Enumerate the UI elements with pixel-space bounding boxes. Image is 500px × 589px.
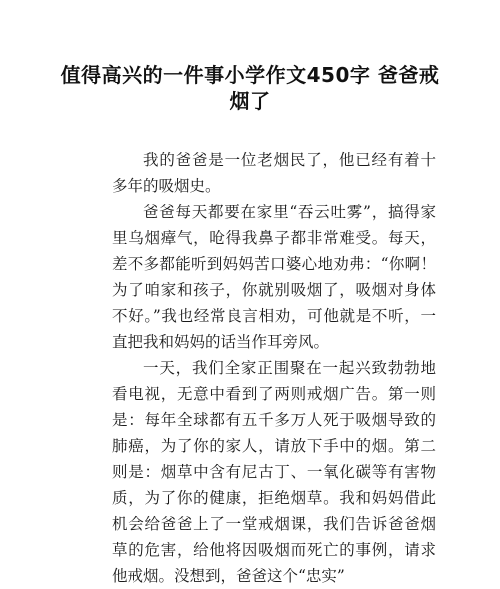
document-title: 值得高兴的一件事小学作文450字 爸爸戒烟了 <box>60 63 440 113</box>
document-body <box>112 147 436 589</box>
paragraph: 一天，我们全家正围聚在一起兴致勃勃地看电视，无意中看到了两则戒烟广告。第一则是：每年全球都有五千多万人死于吸烟导致的肺癌，为了你的家人，请放下手中的烟。第二则是：烟草中含有尼古丁、一氧化碳等有害物质，为了你的健康，拒绝烟草。我和妈妈借此机会给爸爸上了一堂戒烟课，我们告诉爸爸烟草的危害，给他将因吸烟而死亡的事例，请求他戒烟。没想到，爸爸这个“忠实” <box>112 359 436 585</box>
paragraph: 爸爸每天都要在家里“吞云吐雾”，搞得家里乌烟瘴气，呛得我鼻子都非常难受。每天，差不多都能听到妈妈苦口婆心地劝弗：“你啊！为了咱家和孩子，你就别吸烟了，吸烟对身体不好。”我也经常良言相劝，可他就是不听，一直把我和妈妈的话当作耳旁风。 <box>112 203 436 351</box>
paragraph: 我的爸爸是一位老烟民了，他已经有着十多年的吸烟史。 <box>112 151 436 195</box>
